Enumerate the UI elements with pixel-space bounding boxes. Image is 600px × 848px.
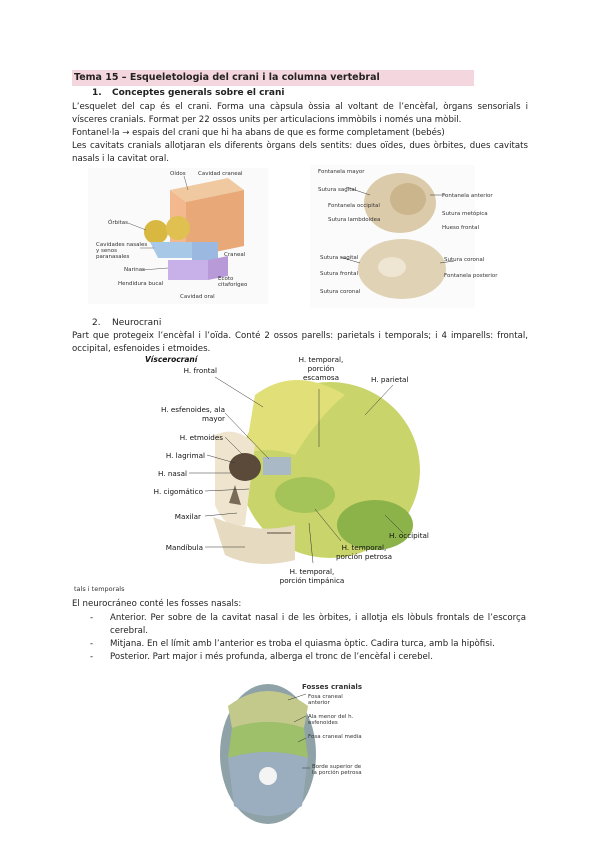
fig1-label-hendidura-bucal: Hendidura bucal bbox=[118, 281, 164, 287]
fig2-label-l1: Fontanela mayor bbox=[318, 169, 365, 175]
cranial-cavities-diagram bbox=[88, 168, 268, 304]
fig3-caption-fragment: tals i temporals bbox=[74, 585, 125, 593]
fig4-label-ala-menor: Ala menor del h. esfenoides bbox=[308, 714, 354, 726]
section-1-title: Conceptes generals sobre el crani bbox=[112, 88, 285, 98]
section-2-number: 2. bbox=[92, 318, 101, 328]
fig3-tag: Víscerocraní bbox=[145, 355, 198, 364]
fig1-label-narinas: Narinas bbox=[124, 267, 145, 273]
list-item bbox=[90, 651, 526, 664]
fig2-label-l6: Sutura frontal bbox=[320, 271, 358, 277]
page-title: Tema 15 – Esqueletologia del crani i la columna vertebral bbox=[72, 70, 474, 86]
fig3-label-temporal-petrosa: H. temporal, porción petrosa bbox=[335, 543, 393, 561]
fig2-label-r4: Sutura coronal bbox=[444, 257, 485, 263]
fig3-label-esfenoides: H. esfenoides, ala mayor bbox=[160, 405, 225, 423]
fig3-label-frontal: H. frontal bbox=[183, 366, 217, 375]
fig4-label-petrosa: Borde superior de la porción petrosa bbox=[312, 764, 362, 776]
paragraph-fosses: El neurocráneo conté les fosses nasals: bbox=[72, 599, 242, 609]
fig3-label-maxilar: Maxilar bbox=[174, 512, 201, 521]
list-item-text: Posterior. Part major i més profunda, alberga el tronc de l’encèfal i cerebel. bbox=[110, 652, 433, 662]
fig1-label-craneal: Craneal bbox=[224, 252, 246, 258]
fig3-label-lagrimal: H. lagrimal bbox=[165, 451, 205, 460]
fig3-label-occipital: H. occipital bbox=[389, 531, 429, 540]
list-item-text: Anterior. Per sobre de la cavitat nasal i de les òrbites, i allotja els lòbuls frontals de l’escorça cerebral. bbox=[110, 613, 526, 636]
section-1-heading bbox=[92, 88, 284, 98]
list-bullet: - bbox=[90, 613, 94, 623]
fig1-label-cavidad-craneal: Cavidad craneal bbox=[198, 171, 243, 177]
fig3-label-temporal-escamosa: H. temporal, porción escamosa bbox=[298, 355, 344, 382]
fig1-label-oidos: Oídos bbox=[170, 171, 186, 177]
fig1-label-extra: Ecoto citaforígeo bbox=[218, 276, 248, 288]
fig2-label-r1: Fontanela anterior bbox=[442, 193, 493, 199]
fig3-label-parietal: H. parietal bbox=[371, 375, 409, 384]
list-item bbox=[90, 612, 526, 638]
fig4-label-anterior: Fosa craneal anterior bbox=[308, 694, 343, 706]
fig2-label-l4: Sutura lambdoidea bbox=[328, 217, 381, 223]
fig3-label-nasal: H. nasal bbox=[158, 469, 187, 478]
fontanelles-figure bbox=[310, 165, 498, 308]
fig4-label-media: Fosa craneal media bbox=[308, 734, 362, 740]
paragraph-skull-intro: L’esquelet del cap és el crani. Forma una càpsula òssia al voltant de l’encèfal, òrgans sensorials i vísceres cranials. Format per 22 ossos units per articulacions immòbils i només una mòbil. bbox=[72, 102, 528, 125]
fig3-label-temporal-timpanica: H. temporal, porción timpánica bbox=[279, 567, 345, 585]
fig1-label-orbitas: Órbitas bbox=[108, 220, 129, 226]
fig3-label-mandibula: Mandíbula bbox=[165, 543, 203, 552]
lateral-skull-figure bbox=[145, 355, 430, 595]
fig2-label-l7: Sutura coronal bbox=[320, 289, 361, 295]
fig4-title: Fosses cranials bbox=[302, 683, 362, 691]
section-2-title: Neurocrani bbox=[112, 318, 162, 328]
list-bullet: - bbox=[90, 652, 94, 662]
fig2-label-r3: Hueso frontal bbox=[442, 225, 479, 231]
paragraph-fontanel: Fontanel·la → espais del crani que hi ha abans de que es forme completament (bebés) bbox=[72, 128, 445, 138]
paragraph-cavities: Les cavitats cranials allotjaran els diferents òrgans dels sentits: dues oïdes, dues òrbites, dues cavitats nasals i la cavitat oral. bbox=[72, 141, 528, 164]
fig2-label-r2: Sutura metópica bbox=[442, 211, 488, 217]
list-item-text: Mitjana. En el límit amb l’anterior es troba el quiasma òptic. Cadira turca, amb la hipòfisi. bbox=[110, 639, 495, 649]
list-item bbox=[90, 638, 526, 651]
fig3-label-cigomatico: H. cigomático bbox=[153, 487, 203, 496]
list-bullet: - bbox=[90, 639, 94, 649]
paragraph-neurocrani: Part que protegeix l’encèfal i l’oïda. Conté 2 ossos parells: parietals i temporals; i 4 imparells: frontal, occipital, esfenoides i etmoides. bbox=[72, 331, 528, 354]
fig1-label-cavidad-oral: Cavidad oral bbox=[180, 294, 215, 300]
fig2-label-l5: Sutura sagital bbox=[320, 255, 359, 261]
section-1-number: 1. bbox=[92, 88, 102, 98]
cranial-fossae-figure bbox=[218, 676, 368, 826]
fig2-label-l2: Sutura sagital bbox=[318, 187, 357, 193]
section-2-heading bbox=[92, 318, 161, 328]
fig1-label-cavidades-nasales: Cavidades nasales y senos paranasales bbox=[96, 242, 148, 260]
fig2-label-r5: Fontanela posterior bbox=[444, 273, 498, 279]
fig2-label-l3: Fontanela occipital bbox=[328, 203, 380, 209]
fig3-label-etmoides: H. etmoides bbox=[179, 433, 223, 442]
